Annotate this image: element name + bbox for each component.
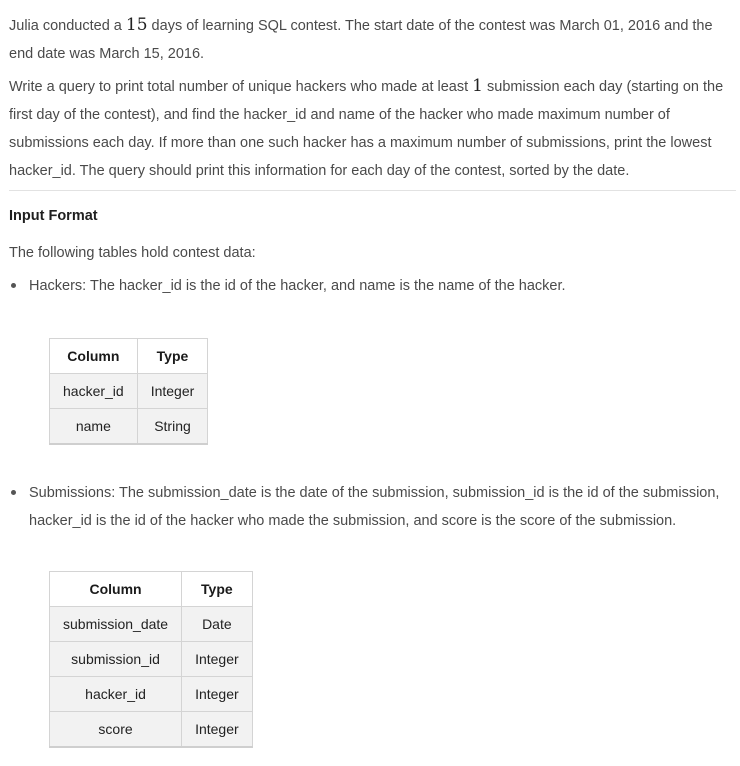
table-row — [50, 642, 253, 677]
section-divider — [9, 190, 736, 191]
table-cell: score — [50, 712, 182, 748]
table-cell: hacker_id — [50, 677, 182, 712]
bullet-icon — [11, 283, 16, 288]
table-cell: String — [137, 409, 208, 445]
task-text: submission each day (starting on the first day of the contest), and find the hacker_id and name of the hacker who made maximum number of submissions each day. If more than one such hacker has a maximum number of submissions, print the lowest hacker_id. The query should print this information for each day of the contest, sorted by the date. — [9, 79, 724, 179]
intro-paragraph-2 — [9, 72, 734, 185]
table-cell: Integer — [182, 642, 253, 677]
table-cell: submission_date — [50, 607, 182, 642]
day-count: 15 — [125, 15, 148, 35]
type-header: Type — [137, 339, 208, 374]
task-text: Write a query to print total number of unique hackers who made at least — [9, 79, 473, 95]
hackers-schema-table — [49, 338, 208, 445]
submissions-schema-table — [49, 571, 253, 748]
table-row — [50, 607, 253, 642]
table-cell: hacker_id — [50, 374, 138, 409]
list-item-submissions — [9, 479, 734, 535]
table-row — [50, 677, 253, 712]
table-cell: submission_id — [50, 642, 182, 677]
table-cell: Integer — [182, 712, 253, 748]
table-cell: Integer — [137, 374, 208, 409]
table-row — [50, 409, 208, 445]
table-row — [50, 712, 253, 748]
table-cell: Integer — [182, 677, 253, 712]
input-format-lead: The following tables hold contest data: — [9, 245, 256, 261]
table-cell: Date — [182, 607, 253, 642]
submissions-description: Submissions: The submission_date is the date of the submission, submission_id is the id of the submission, hacker_id is the id of the hacker who made the submission, and score is the score of the submission. — [29, 485, 720, 529]
min-submission-count: 1 — [472, 76, 483, 96]
intro-paragraph-1 — [9, 11, 734, 68]
input-format-heading: Input Format — [9, 208, 98, 224]
column-header: Column — [50, 339, 138, 374]
hackers-description: Hackers: The hacker_id is the id of the hacker, and name is the name of the hacker. — [29, 278, 566, 294]
table-cell: name — [50, 409, 138, 445]
intro-text: Julia conducted a — [9, 18, 126, 34]
list-item-hackers — [9, 272, 734, 300]
column-header: Column — [50, 572, 182, 607]
intro-text: days of learning SQL contest. The start date of the contest was March 01, 2016 and the end date was March 15, 2016. — [9, 18, 713, 62]
table-row — [50, 374, 208, 409]
type-header: Type — [182, 572, 253, 607]
bullet-icon — [11, 490, 16, 495]
